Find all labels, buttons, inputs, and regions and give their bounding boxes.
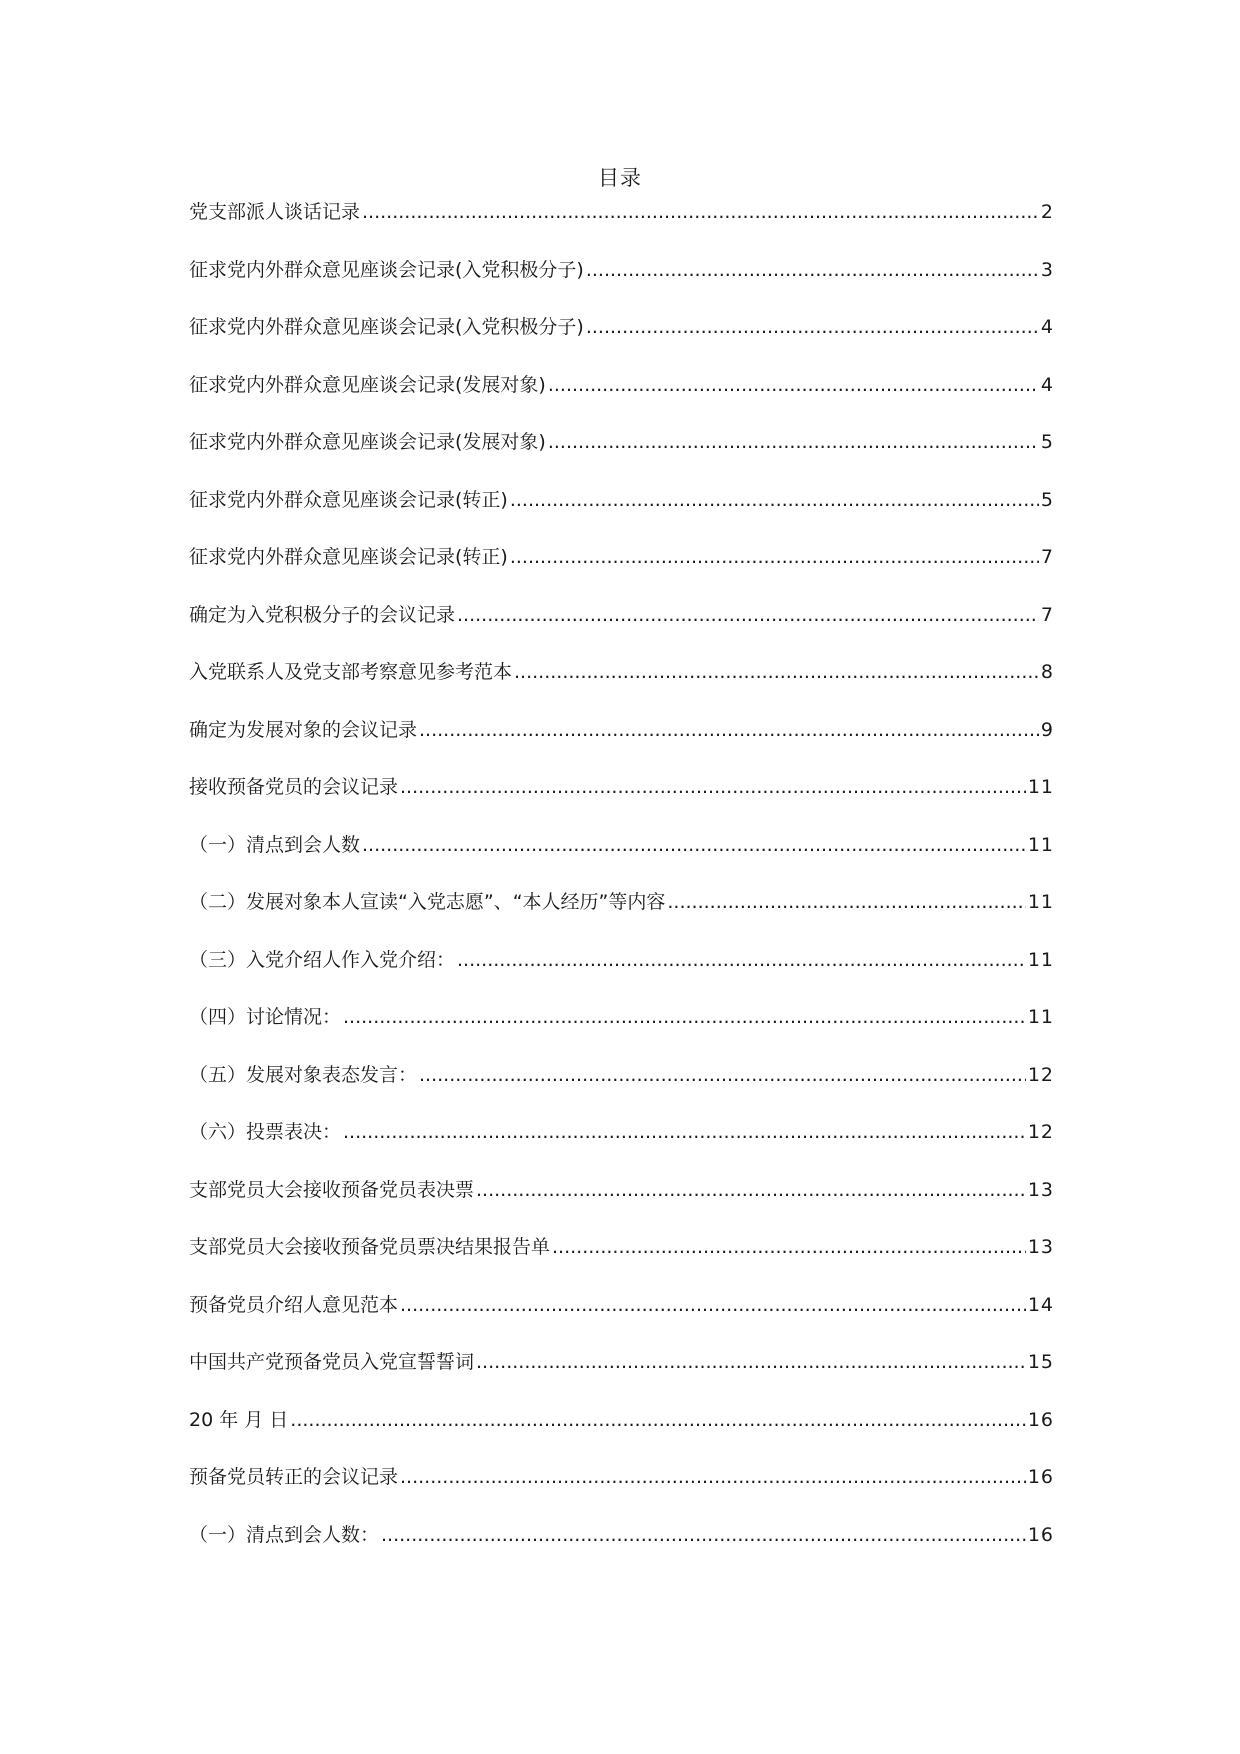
toc-entry[interactable] bbox=[189, 1520, 1054, 1578]
toc-entry-page-number: 4 bbox=[1040, 373, 1054, 396]
toc-entry[interactable] bbox=[189, 1232, 1054, 1290]
toc-dot-leader bbox=[343, 1117, 1026, 1147]
toc-entry-page-number: 11 bbox=[1027, 891, 1054, 913]
toc-entry-text: 征求党内外群众意见座谈会记录(入党积极分子) bbox=[189, 316, 584, 338]
toc-entry-text: （五）发展对象表态发言： bbox=[189, 1063, 418, 1086]
toc-entry-page-number: 5 bbox=[1040, 488, 1054, 511]
toc-entry-page-number: 14 bbox=[1027, 1293, 1054, 1316]
toc-dot-leader bbox=[290, 1405, 1026, 1435]
toc-entry[interactable] bbox=[189, 887, 1054, 945]
toc-entry[interactable] bbox=[189, 600, 1054, 658]
toc-dot-leader bbox=[400, 772, 1026, 802]
toc-entry-text: （四）讨论情况： bbox=[189, 1006, 342, 1028]
toc-entry[interactable] bbox=[189, 715, 1054, 773]
toc-entry-text: 征求党内外群众意见座谈会记录(转正) bbox=[189, 488, 508, 511]
toc-entry[interactable] bbox=[189, 197, 1054, 255]
toc-entry-page-number: 16 bbox=[1027, 1408, 1054, 1431]
toc-entry-text: 预备党员转正的会议记录 bbox=[189, 1466, 399, 1488]
toc-dot-leader bbox=[362, 830, 1026, 860]
toc-entry[interactable] bbox=[189, 772, 1054, 830]
toc-entry[interactable] bbox=[189, 830, 1054, 888]
toc-dot-leader bbox=[586, 255, 1039, 285]
toc-title: 目录 bbox=[598, 166, 642, 190]
toc-entry-text: 支部党员大会接收预备党员表决票 bbox=[189, 1178, 475, 1201]
toc-entry-text: 确定为发展对象的会议记录 bbox=[189, 718, 418, 741]
toc-entry[interactable] bbox=[189, 542, 1054, 600]
toc-entry-text: 征求党内外群众意见座谈会记录(发展对象) bbox=[189, 431, 546, 453]
toc-entry-page-number: 8 bbox=[1040, 661, 1054, 683]
toc-entry[interactable] bbox=[189, 312, 1054, 370]
toc-entry-page-number: 12 bbox=[1027, 1121, 1054, 1143]
toc-entry-text: 20 年 月 日 bbox=[189, 1408, 289, 1431]
toc-entry-page-number: 16 bbox=[1027, 1466, 1054, 1488]
toc-entry-text: 征求党内外群众意见座谈会记录(入党积极分子) bbox=[189, 258, 584, 281]
toc-entry-page-number: 7 bbox=[1040, 603, 1054, 626]
toc-dot-leader bbox=[476, 1347, 1026, 1377]
toc-entry-page-number: 13 bbox=[1027, 1236, 1054, 1258]
toc-entry[interactable] bbox=[189, 1405, 1054, 1463]
toc-entry-page-number: 3 bbox=[1040, 258, 1054, 281]
toc-entry-text: 确定为入党积极分子的会议记录 bbox=[189, 603, 456, 626]
toc-entry[interactable] bbox=[189, 427, 1054, 485]
toc-dot-leader bbox=[476, 1175, 1026, 1205]
toc-entry[interactable] bbox=[189, 1462, 1054, 1520]
toc-entry-page-number: 11 bbox=[1027, 776, 1054, 798]
toc-entry[interactable] bbox=[189, 945, 1054, 1003]
toc-entry-page-number: 11 bbox=[1027, 948, 1054, 971]
toc-entry-text: （二）发展对象本人宣读“入党志愿”、“本人经历”等内容 bbox=[189, 891, 666, 913]
toc-entry[interactable] bbox=[189, 1347, 1054, 1405]
toc-dot-leader bbox=[667, 887, 1025, 917]
toc-entry-page-number: 4 bbox=[1040, 316, 1054, 338]
toc-entry-text: 预备党员介绍人意见范本 bbox=[189, 1293, 399, 1316]
toc-dot-leader bbox=[510, 485, 1039, 515]
toc-entry-page-number: 11 bbox=[1027, 833, 1054, 856]
toc-entry-page-number: 9 bbox=[1040, 718, 1054, 741]
toc-entry-text: 支部党员大会接收预备党员票决结果报告单 bbox=[189, 1236, 551, 1258]
toc-entry-page-number: 5 bbox=[1040, 431, 1054, 453]
toc-dot-leader bbox=[548, 370, 1039, 400]
toc-entry-text: 党支部派人谈话记录 bbox=[189, 201, 361, 223]
toc-entry-text: 入党联系人及党支部考察意见参考范本 bbox=[189, 661, 513, 683]
toc-entry[interactable] bbox=[189, 1060, 1054, 1118]
toc-entry-text: 征求党内外群众意见座谈会记录(发展对象) bbox=[189, 373, 546, 396]
toc-entry-text: 接收预备党员的会议记录 bbox=[189, 776, 399, 798]
toc-entry-page-number: 2 bbox=[1040, 201, 1054, 223]
toc-dot-leader bbox=[457, 600, 1039, 630]
toc-dot-leader bbox=[343, 1002, 1026, 1032]
toc-entry[interactable] bbox=[189, 1002, 1054, 1060]
toc-entry[interactable] bbox=[189, 485, 1054, 543]
table-of-contents bbox=[189, 197, 1054, 1577]
toc-entry-page-number: 12 bbox=[1027, 1063, 1054, 1086]
toc-entry-page-number: 16 bbox=[1027, 1523, 1054, 1546]
toc-dot-leader bbox=[362, 197, 1039, 227]
toc-entry-text: 征求党内外群众意见座谈会记录(转正) bbox=[189, 546, 508, 568]
toc-dot-leader bbox=[400, 1290, 1026, 1320]
toc-dot-leader bbox=[457, 945, 1026, 975]
toc-dot-leader bbox=[552, 1232, 1026, 1262]
toc-entry-text: （三）入党介绍人作入党介绍： bbox=[189, 948, 456, 971]
toc-dot-leader bbox=[548, 427, 1039, 457]
toc-dot-leader bbox=[400, 1462, 1026, 1492]
toc-dot-leader bbox=[514, 657, 1039, 687]
toc-entry-text: （一）清点到会人数： bbox=[189, 1523, 380, 1546]
toc-entry[interactable] bbox=[189, 657, 1054, 715]
toc-entry[interactable] bbox=[189, 1290, 1054, 1348]
toc-entry-page-number: 15 bbox=[1027, 1351, 1054, 1373]
toc-entry-text: （一）清点到会人数 bbox=[189, 833, 361, 856]
toc-entry[interactable] bbox=[189, 255, 1054, 313]
toc-dot-leader bbox=[381, 1520, 1026, 1550]
toc-dot-leader bbox=[419, 715, 1039, 745]
toc-entry-page-number: 7 bbox=[1040, 546, 1054, 568]
toc-entry[interactable] bbox=[189, 370, 1054, 428]
toc-entry-text: 中国共产党预备党员入党宣誓誓词 bbox=[189, 1351, 475, 1373]
toc-dot-leader bbox=[586, 312, 1039, 342]
toc-entry[interactable] bbox=[189, 1117, 1054, 1175]
toc-dot-leader bbox=[419, 1060, 1026, 1090]
toc-entry-page-number: 13 bbox=[1027, 1178, 1054, 1201]
toc-dot-leader bbox=[510, 542, 1039, 572]
toc-entry[interactable] bbox=[189, 1175, 1054, 1233]
toc-entry-text: （六）投票表决： bbox=[189, 1121, 342, 1143]
toc-entry-page-number: 11 bbox=[1027, 1006, 1054, 1028]
